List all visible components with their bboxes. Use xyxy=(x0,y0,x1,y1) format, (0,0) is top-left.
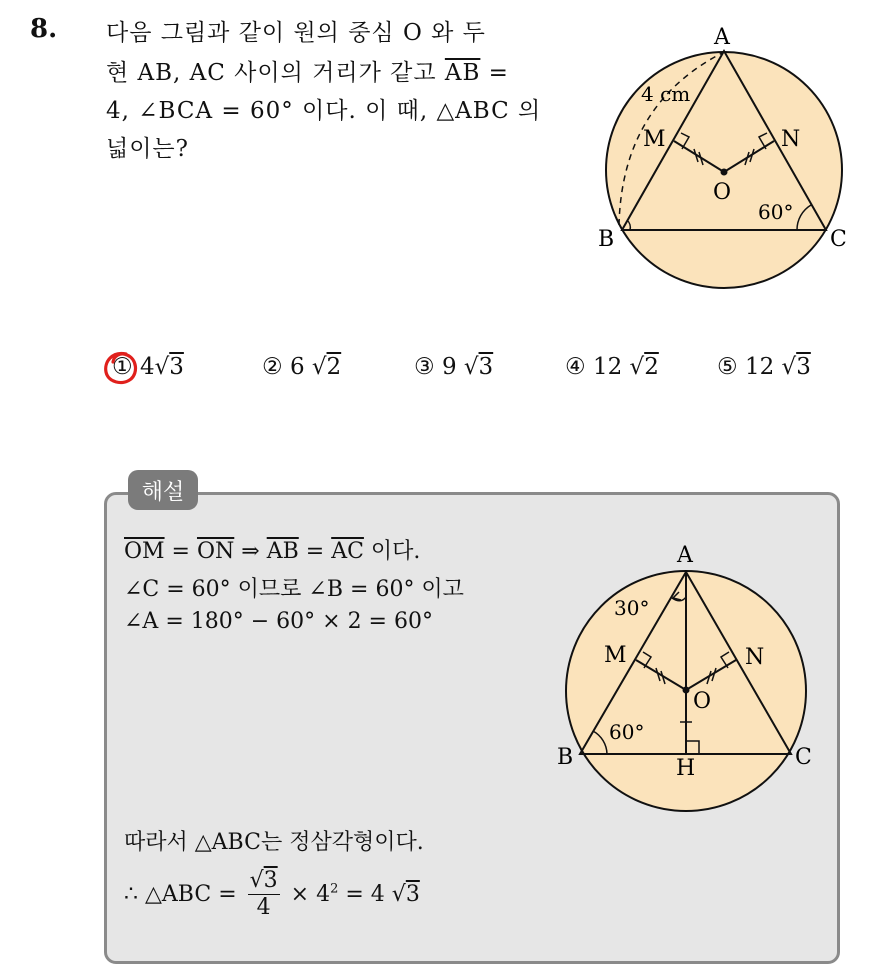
figure2-center-dot xyxy=(683,687,690,694)
figure2-label-b: B xyxy=(557,745,574,770)
question-line-4: 넓이는? xyxy=(106,136,189,162)
choice-2[interactable]: ② 6 √2 xyxy=(262,354,342,380)
solution-line-5-result: = 4 xyxy=(338,881,392,907)
segment-ab: $\overline{AB}$ xyxy=(266,539,299,564)
implies-arrow: ⇒ xyxy=(234,539,267,564)
fraction-numerator: √3 xyxy=(248,868,280,895)
choice-1-radicand: 3 xyxy=(169,354,184,380)
fraction xyxy=(248,868,280,922)
result-radicand: 3 xyxy=(405,881,420,907)
figure1-label-m: M xyxy=(643,127,666,152)
figure-circle-triangle xyxy=(590,20,860,290)
figure2-label-o: O xyxy=(693,689,712,714)
solution-line-5: ∴ △ABC = $\frac{√3}{4}$ × $4^2 = 4$ √3 xyxy=(124,868,420,921)
figure2-angle-bottom-label: 60° xyxy=(609,720,645,744)
segment-on: $\overline{ON}$ xyxy=(196,539,235,564)
solution-tag: 해설 xyxy=(128,470,198,510)
figure1-label-o: O xyxy=(713,180,732,205)
question-line-3: 4, ∠BCA = 60° 이다. 이 때, △ABC 의 xyxy=(106,98,542,124)
choice-4-mark: ④ xyxy=(565,354,586,380)
segment-ab-overline: $\overline{AB}$ xyxy=(444,60,481,86)
segment-om: $\overline{OM}$ xyxy=(124,539,165,564)
choice-3-radicand: 3 xyxy=(478,354,494,380)
equals-2: = xyxy=(298,539,332,564)
figure-solution-circle xyxy=(548,538,838,820)
fraction-radicand: 3 xyxy=(263,868,278,893)
choice-4[interactable]: ④ 12 √2 xyxy=(565,354,659,380)
question-line-2-eq: = xyxy=(480,60,509,86)
solution-line-5-times: × 4 xyxy=(283,881,331,907)
choice-5-mark: ⑤ xyxy=(717,354,738,380)
choice-2-mark: ② xyxy=(262,354,283,380)
figure2-label-n: N xyxy=(745,645,765,670)
figure1-label-n: N xyxy=(781,127,801,152)
choice-1-coef: 4 xyxy=(139,354,155,380)
figure2-label-h: H xyxy=(676,756,696,781)
choice-3-mark: ③ xyxy=(414,354,435,380)
figure2-label-m: M xyxy=(604,643,627,668)
question-line-2-text: 현 AB, AC 사이의 거리가 같고 xyxy=(106,60,445,86)
figure1-angle-label: 60° xyxy=(758,200,794,224)
choice-5-coef: 12 xyxy=(744,354,775,380)
figure2-angle-top-label: 30° xyxy=(614,596,650,620)
exponent: 2 xyxy=(330,881,339,897)
figure1-length-label: 4 cm xyxy=(641,82,691,106)
choice-2-radicand: 2 xyxy=(326,354,342,380)
choice-4-radicand: 2 xyxy=(644,354,659,380)
question-line-1: 다음 그림과 같이 원의 중심 O 와 두 xyxy=(106,20,486,46)
choice-3[interactable]: ③ 9 √3 xyxy=(414,354,494,380)
figure1-label-c: C xyxy=(830,227,847,252)
choice-1-mark: ① xyxy=(112,354,133,380)
question-number: 8. xyxy=(30,14,58,44)
solution-line-1 xyxy=(124,534,420,565)
choice-3-coef: 9 xyxy=(441,354,457,380)
choice-2-coef: 6 xyxy=(289,354,305,380)
figure1-center-dot xyxy=(721,169,728,176)
choice-1[interactable]: ① 4√3 xyxy=(112,354,184,380)
solution-line-1-tail: 이다. xyxy=(363,539,421,564)
segment-ac: $\overline{AC}$ xyxy=(331,539,364,564)
figure2-label-c: C xyxy=(795,745,812,770)
choice-5-radicand: 3 xyxy=(796,354,811,380)
solution-line-4: 따라서 △ABC는 정삼각형이다. xyxy=(124,830,424,855)
solution-line-2: ∠C = 60° 이므로 ∠B = 60° 이고 xyxy=(124,577,464,602)
solution-line-3: ∠A = 180° − 60° × 2 = 60° xyxy=(124,609,433,634)
choice-4-coef: 12 xyxy=(592,354,623,380)
fraction-denominator: 4 xyxy=(256,895,271,921)
question-line-2 xyxy=(106,54,509,87)
equals-1: = xyxy=(164,539,197,564)
figure2-label-a: A xyxy=(677,543,693,568)
choice-5[interactable]: ⑤ 12 √3 xyxy=(717,354,811,380)
figure1-label-a: A xyxy=(714,25,730,50)
solution-line-5-lead: ∴ △ABC = xyxy=(124,881,244,907)
figure1-label-b: B xyxy=(598,227,615,252)
